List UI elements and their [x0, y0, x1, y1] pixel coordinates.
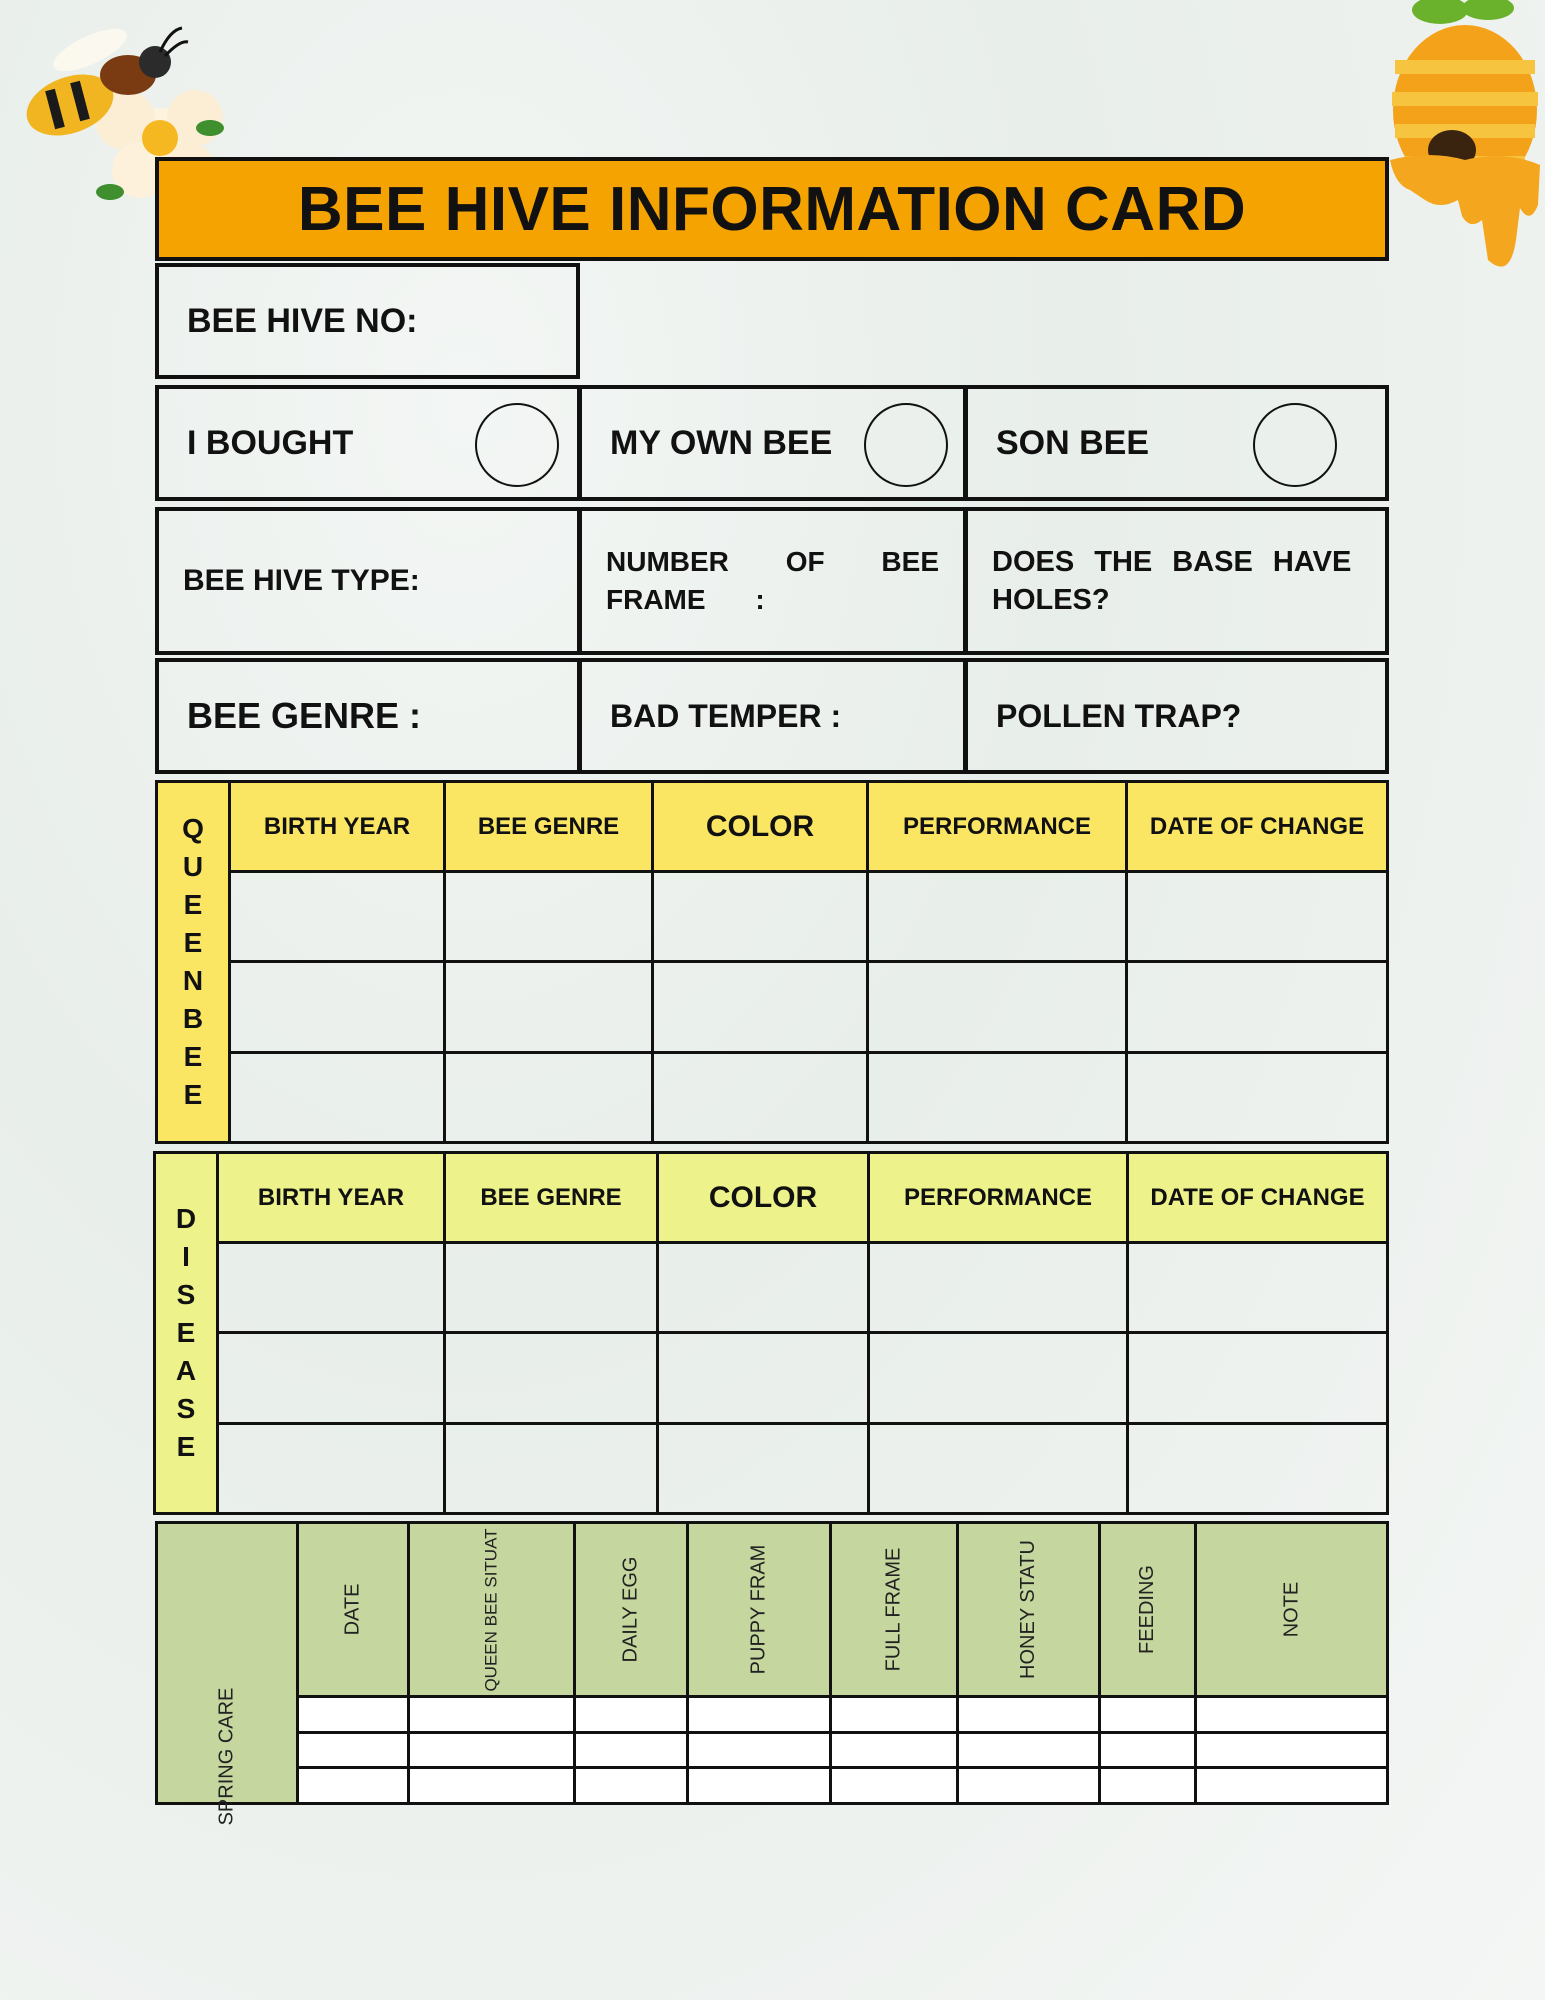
table-cell[interactable] — [445, 962, 653, 1052]
genre-label: BEE GENRE : — [187, 695, 422, 736]
table-cell[interactable] — [868, 962, 1127, 1052]
header-honey-status-text: HONEY STATU — [1016, 1540, 1039, 1679]
header-color: COLOR — [658, 1153, 869, 1243]
header-puppy-frame-text: PUPPY FRAM — [747, 1544, 770, 1675]
source-option-son-bee[interactable] — [964, 385, 1389, 501]
header-note — [1195, 1523, 1387, 1697]
table-cell[interactable] — [868, 872, 1127, 962]
side-letter: D — [175, 1203, 197, 1234]
hive-type-label: BEE HIVE TYPE: — [183, 564, 420, 597]
table-cell[interactable] — [653, 962, 868, 1052]
table-cell[interactable] — [1099, 1768, 1195, 1804]
frame-count-field[interactable] — [578, 507, 967, 655]
table-cell[interactable] — [830, 1732, 957, 1768]
disease-table — [153, 1151, 1389, 1515]
header-feeding-text: FEEDING — [1135, 1565, 1158, 1654]
table-cell[interactable] — [869, 1243, 1128, 1333]
checkbox-circle[interactable] — [475, 403, 559, 487]
side-letter: E — [176, 1431, 196, 1462]
table-cell[interactable] — [230, 872, 445, 962]
table-row — [157, 1052, 1388, 1142]
table-row — [155, 1423, 1388, 1513]
source-option-bought[interactable] — [155, 385, 581, 501]
table-cell[interactable] — [230, 1052, 445, 1142]
table-row — [157, 1732, 1388, 1768]
header-honey-status — [957, 1523, 1099, 1697]
header-daily-egg-text: DAILY EGG — [619, 1556, 642, 1663]
header-performance: PERFORMANCE — [869, 1153, 1128, 1243]
table-cell[interactable] — [658, 1333, 869, 1423]
queen-side-letters — [158, 810, 228, 1114]
table-cell[interactable] — [869, 1423, 1128, 1513]
table-cell[interactable] — [653, 1052, 868, 1142]
table-cell[interactable] — [1127, 1052, 1388, 1142]
base-holes-label: DOES THE BASE HAVE HOLES? — [992, 546, 1352, 616]
table-cell[interactable] — [1128, 1423, 1388, 1513]
table-cell[interactable] — [1099, 1697, 1195, 1733]
header-color: COLOR — [653, 782, 868, 872]
leaf-icon — [1412, 0, 1514, 24]
table-cell[interactable] — [658, 1423, 869, 1513]
header-note-text: NOTE — [1279, 1581, 1302, 1638]
header-performance: PERFORMANCE — [868, 782, 1127, 872]
table-cell[interactable] — [1195, 1732, 1387, 1768]
spring-side-text: SPRING CARE — [215, 1687, 238, 1826]
table-cell[interactable] — [218, 1423, 445, 1513]
table-cell[interactable] — [687, 1732, 830, 1768]
source-option-label: SON BEE — [996, 423, 1150, 462]
side-letter: S — [176, 1393, 196, 1424]
side-letter: E — [183, 889, 203, 920]
pollen-trap-field[interactable] — [964, 658, 1389, 774]
side-letter: E — [183, 1079, 203, 1110]
table-cell[interactable] — [230, 962, 445, 1052]
source-option-own-bee[interactable] — [578, 385, 967, 501]
side-letter: N — [182, 965, 204, 996]
table-cell[interactable] — [297, 1697, 408, 1733]
header-bee-genre: BEE GENRE — [445, 1153, 658, 1243]
table-cell[interactable] — [868, 1052, 1127, 1142]
queen-bee-table — [155, 780, 1389, 1144]
table-row — [155, 1243, 1388, 1333]
table-row — [155, 1333, 1388, 1423]
hive-number-field[interactable] — [155, 263, 580, 379]
header-date-text: DATE — [341, 1583, 364, 1636]
disease-side-letters — [156, 1200, 216, 1466]
beehive-honey-illustration — [1370, 0, 1545, 300]
base-holes-field[interactable] — [964, 507, 1389, 655]
header-queen-situation-text: QUEEN BEE SITUAT — [481, 1527, 501, 1692]
side-letter: U — [182, 851, 204, 882]
header-feeding — [1099, 1523, 1195, 1697]
header-queen-situation — [408, 1523, 574, 1697]
table-cell[interactable] — [445, 1052, 653, 1142]
table-cell[interactable] — [1128, 1333, 1388, 1423]
table-cell[interactable] — [297, 1768, 408, 1804]
table-cell[interactable] — [408, 1732, 574, 1768]
table-cell[interactable] — [830, 1768, 957, 1804]
queen-side-label — [157, 782, 230, 1143]
disease-side-label — [155, 1153, 218, 1514]
table-cell[interactable] — [574, 1768, 687, 1804]
table-cell[interactable] — [658, 1243, 869, 1333]
table-cell[interactable] — [445, 1423, 658, 1513]
hive-number-label: BEE HIVE NO: — [187, 301, 418, 340]
header-daily-egg — [574, 1523, 687, 1697]
table-cell[interactable] — [445, 872, 653, 962]
hive-type-field[interactable] — [155, 507, 581, 655]
table-cell[interactable] — [1127, 872, 1388, 962]
header-birth-year: BIRTH YEAR — [230, 782, 445, 872]
table-cell[interactable] — [687, 1768, 830, 1804]
table-cell[interactable] — [869, 1333, 1128, 1423]
table-cell[interactable] — [297, 1732, 408, 1768]
table-cell[interactable] — [218, 1243, 445, 1333]
pollen-trap-label: POLLEN TRAP? — [996, 697, 1242, 734]
temper-field[interactable] — [578, 658, 967, 774]
temper-label: BAD TEMPER : — [610, 697, 842, 734]
table-row — [157, 1768, 1388, 1804]
header-date-of-change: DATE OF CHANGE — [1128, 1153, 1388, 1243]
checkbox-circle[interactable] — [1253, 403, 1337, 487]
table-cell[interactable] — [408, 1697, 574, 1733]
table-cell[interactable] — [1128, 1243, 1388, 1333]
table-cell[interactable] — [1195, 1697, 1387, 1733]
spring-side-label — [157, 1523, 298, 1826]
side-letter: B — [182, 1003, 204, 1034]
table-cell[interactable] — [574, 1732, 687, 1768]
table-cell[interactable] — [957, 1732, 1099, 1768]
header-full-frame-text: FULL FRAME — [882, 1547, 905, 1672]
source-option-label: I BOUGHT — [187, 423, 354, 462]
header-full-frame — [830, 1523, 957, 1697]
table-cell[interactable] — [408, 1768, 574, 1804]
table-cell[interactable] — [957, 1697, 1099, 1733]
side-letter: I — [182, 1241, 190, 1272]
frame-count-label: NUMBER OF BEE FRAME : — [606, 546, 939, 615]
genre-field[interactable] — [155, 658, 581, 774]
header-bee-genre: BEE GENRE — [445, 782, 653, 872]
table-cell[interactable] — [445, 1243, 658, 1333]
table-cell[interactable] — [653, 872, 868, 962]
checkbox-circle[interactable] — [864, 403, 948, 487]
table-row — [157, 1697, 1388, 1733]
spring-care-table — [155, 1521, 1389, 1826]
side-letter: E — [183, 1041, 203, 1072]
side-letter: E — [176, 1317, 196, 1348]
table-row — [157, 962, 1388, 1052]
table-row — [157, 872, 1388, 962]
side-letter: S — [176, 1279, 196, 1310]
honey-drip-icon — [1390, 155, 1540, 267]
table-cell[interactable] — [218, 1333, 445, 1423]
header-puppy-frame — [687, 1523, 830, 1697]
side-letter: Q — [182, 813, 204, 844]
side-letter: A — [175, 1355, 197, 1386]
table-cell[interactable] — [830, 1697, 957, 1733]
side-letter: E — [183, 927, 203, 958]
header-date-of-change: DATE OF CHANGE — [1127, 782, 1388, 872]
table-cell[interactable] — [1195, 1768, 1387, 1804]
header-birth-year: BIRTH YEAR — [218, 1153, 445, 1243]
table-cell[interactable] — [687, 1697, 830, 1733]
table-cell[interactable] — [1127, 962, 1388, 1052]
table-cell[interactable] — [957, 1768, 1099, 1804]
source-option-label: MY OWN BEE — [610, 423, 833, 462]
table-cell[interactable] — [574, 1697, 687, 1733]
table-cell[interactable] — [445, 1333, 658, 1423]
header-date — [297, 1523, 408, 1697]
card-title: BEE HIVE INFORMATION CARD — [155, 157, 1389, 261]
table-cell[interactable] — [1099, 1732, 1195, 1768]
